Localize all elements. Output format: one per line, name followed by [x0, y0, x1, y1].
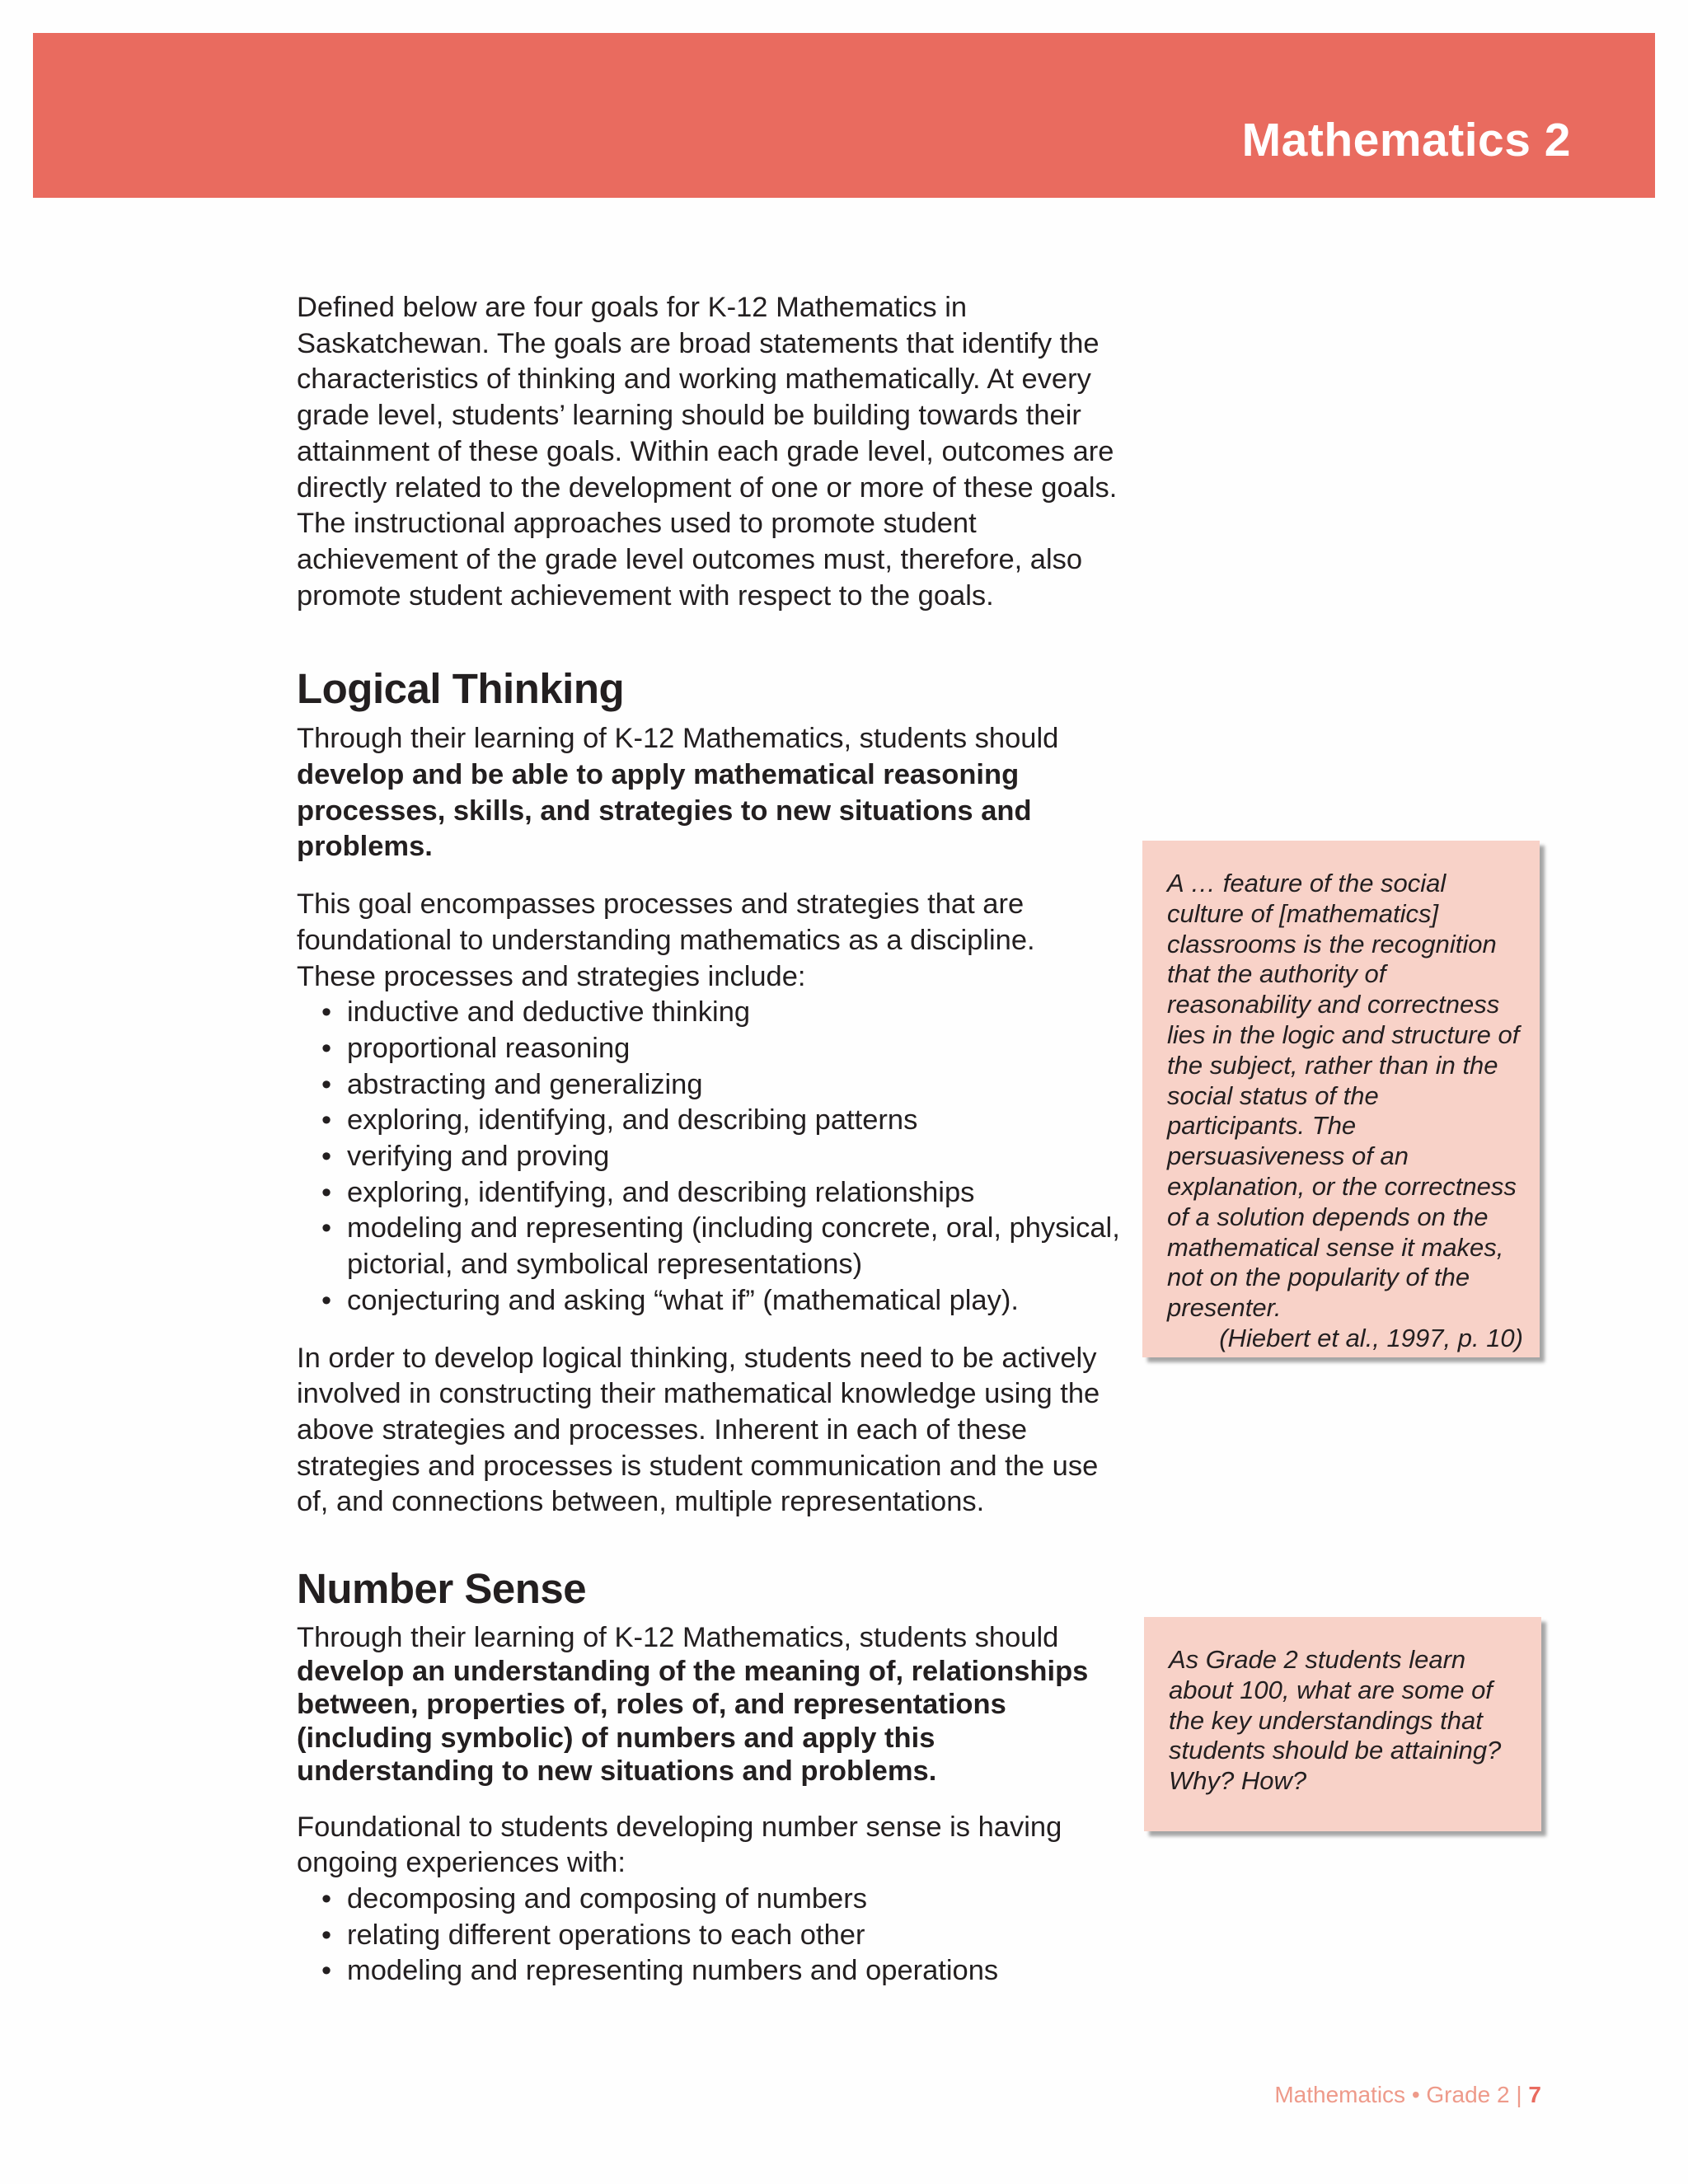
heading-logical-thinking: Logical Thinking: [297, 665, 625, 713]
number-bullet-list: [297, 1882, 1121, 1990]
list-item: • decomposing and composing of numbers: [297, 1882, 1121, 1918]
list-item: • conjecturing and asking “what if” (mathematical play).: [297, 1283, 1121, 1319]
intro-paragraph: Defined below are four goals for K-12 Mathematics in Saskatchewan. The goals are broad statements that identify the characteristics of thinking and working mathematically. At every grade level, students’ learning should be building towards their attainment of these goals. Within each grade level, outcomes are directly related to the development of one or more of these goals. The instructional approaches used to promote student achievement of the grade level outcomes must, therefore, also promote student achievement with respect to the goals.: [297, 292, 1118, 612]
sidebar-question: As Grade 2 students learn about 100, what are some of the key understandings that students should be attaining? Why? How?: [1169, 1645, 1502, 1796]
number-goal-paragraph: [297, 1621, 1121, 1788]
logical-bullet-list: [297, 995, 1121, 1319]
list-item: • proportional reasoning: [297, 1031, 1121, 1067]
sidebar-quote-box: [1142, 841, 1540, 1357]
list-item: • abstracting and generalizing: [297, 1067, 1121, 1104]
footer-separator: |: [1516, 2082, 1522, 2107]
logical-goal-statement: develop and be able to apply mathematical reasoning processes, skills, and strategies to new situations and problems.: [297, 759, 1032, 863]
logical-lead: Through their learning of K-12 Mathematics, students should: [297, 723, 1059, 755]
sidebar-question-box: [1144, 1617, 1541, 1831]
main-content: [297, 290, 1121, 1990]
list-item: • inductive and deductive thinking: [297, 995, 1121, 1031]
number-experiences-intro: Foundational to students developing number sense is having ongoing experiences with:: [297, 1811, 1062, 1879]
sidebar-quote: A … feature of the social culture of [mathematics] classrooms is the recognition that the authority of reasonability and correctness lies in the logic and structure of the subject, rather than in the social status of the participants. The persuasiveness of an explanation, or the correctness of a solution depends on the mathematical sense it makes, not on the popularity of the presenter.: [1167, 869, 1520, 1323]
logical-closing-paragraph: In order to develop logical thinking, students need to be actively involved in constructing their mathematical knowledge using the above strategies and processes. Inherent in each of these strategies and processes is student communication and the use of, and connections between, multiple representations.: [297, 1342, 1100, 1518]
logical-goal-paragraph: [297, 721, 1121, 865]
list-item: • exploring, identifying, and describing patterns: [297, 1103, 1121, 1139]
list-item: • modeling and representing (including concrete, oral, physical, pictorial, and symbolical representations): [297, 1211, 1121, 1282]
list-item: • exploring, identifying, and describing relationships: [297, 1175, 1121, 1212]
logical-processes-intro: This goal encompasses processes and strategies that are foundational to understanding mathematics as a discipline. These processes and strategies include:: [297, 888, 1035, 992]
list-item: • modeling and representing numbers and operations: [297, 1953, 1121, 1990]
page-title: Mathematics 2: [1241, 114, 1571, 166]
heading-number-sense: Number Sense: [297, 1565, 587, 1613]
number-lead: Through their learning of K-12 Mathematics, students should: [297, 1622, 1059, 1654]
footer-label: Mathematics • Grade 2: [1274, 2082, 1510, 2107]
list-item: • relating different operations to each other: [297, 1918, 1121, 1954]
number-goal-statement: develop an understanding of the meaning of, relationships between, properties of, roles of, and representations (including symbolic) of numbers and apply this understanding to new situations and problems.: [297, 1655, 1089, 1788]
sidebar-citation: (Hiebert et al., 1997, p. 10): [1219, 1323, 1523, 1352]
page-number: 7: [1528, 2082, 1541, 2107]
page-footer: [1274, 2082, 1541, 2108]
list-item: • verifying and proving: [297, 1139, 1121, 1175]
